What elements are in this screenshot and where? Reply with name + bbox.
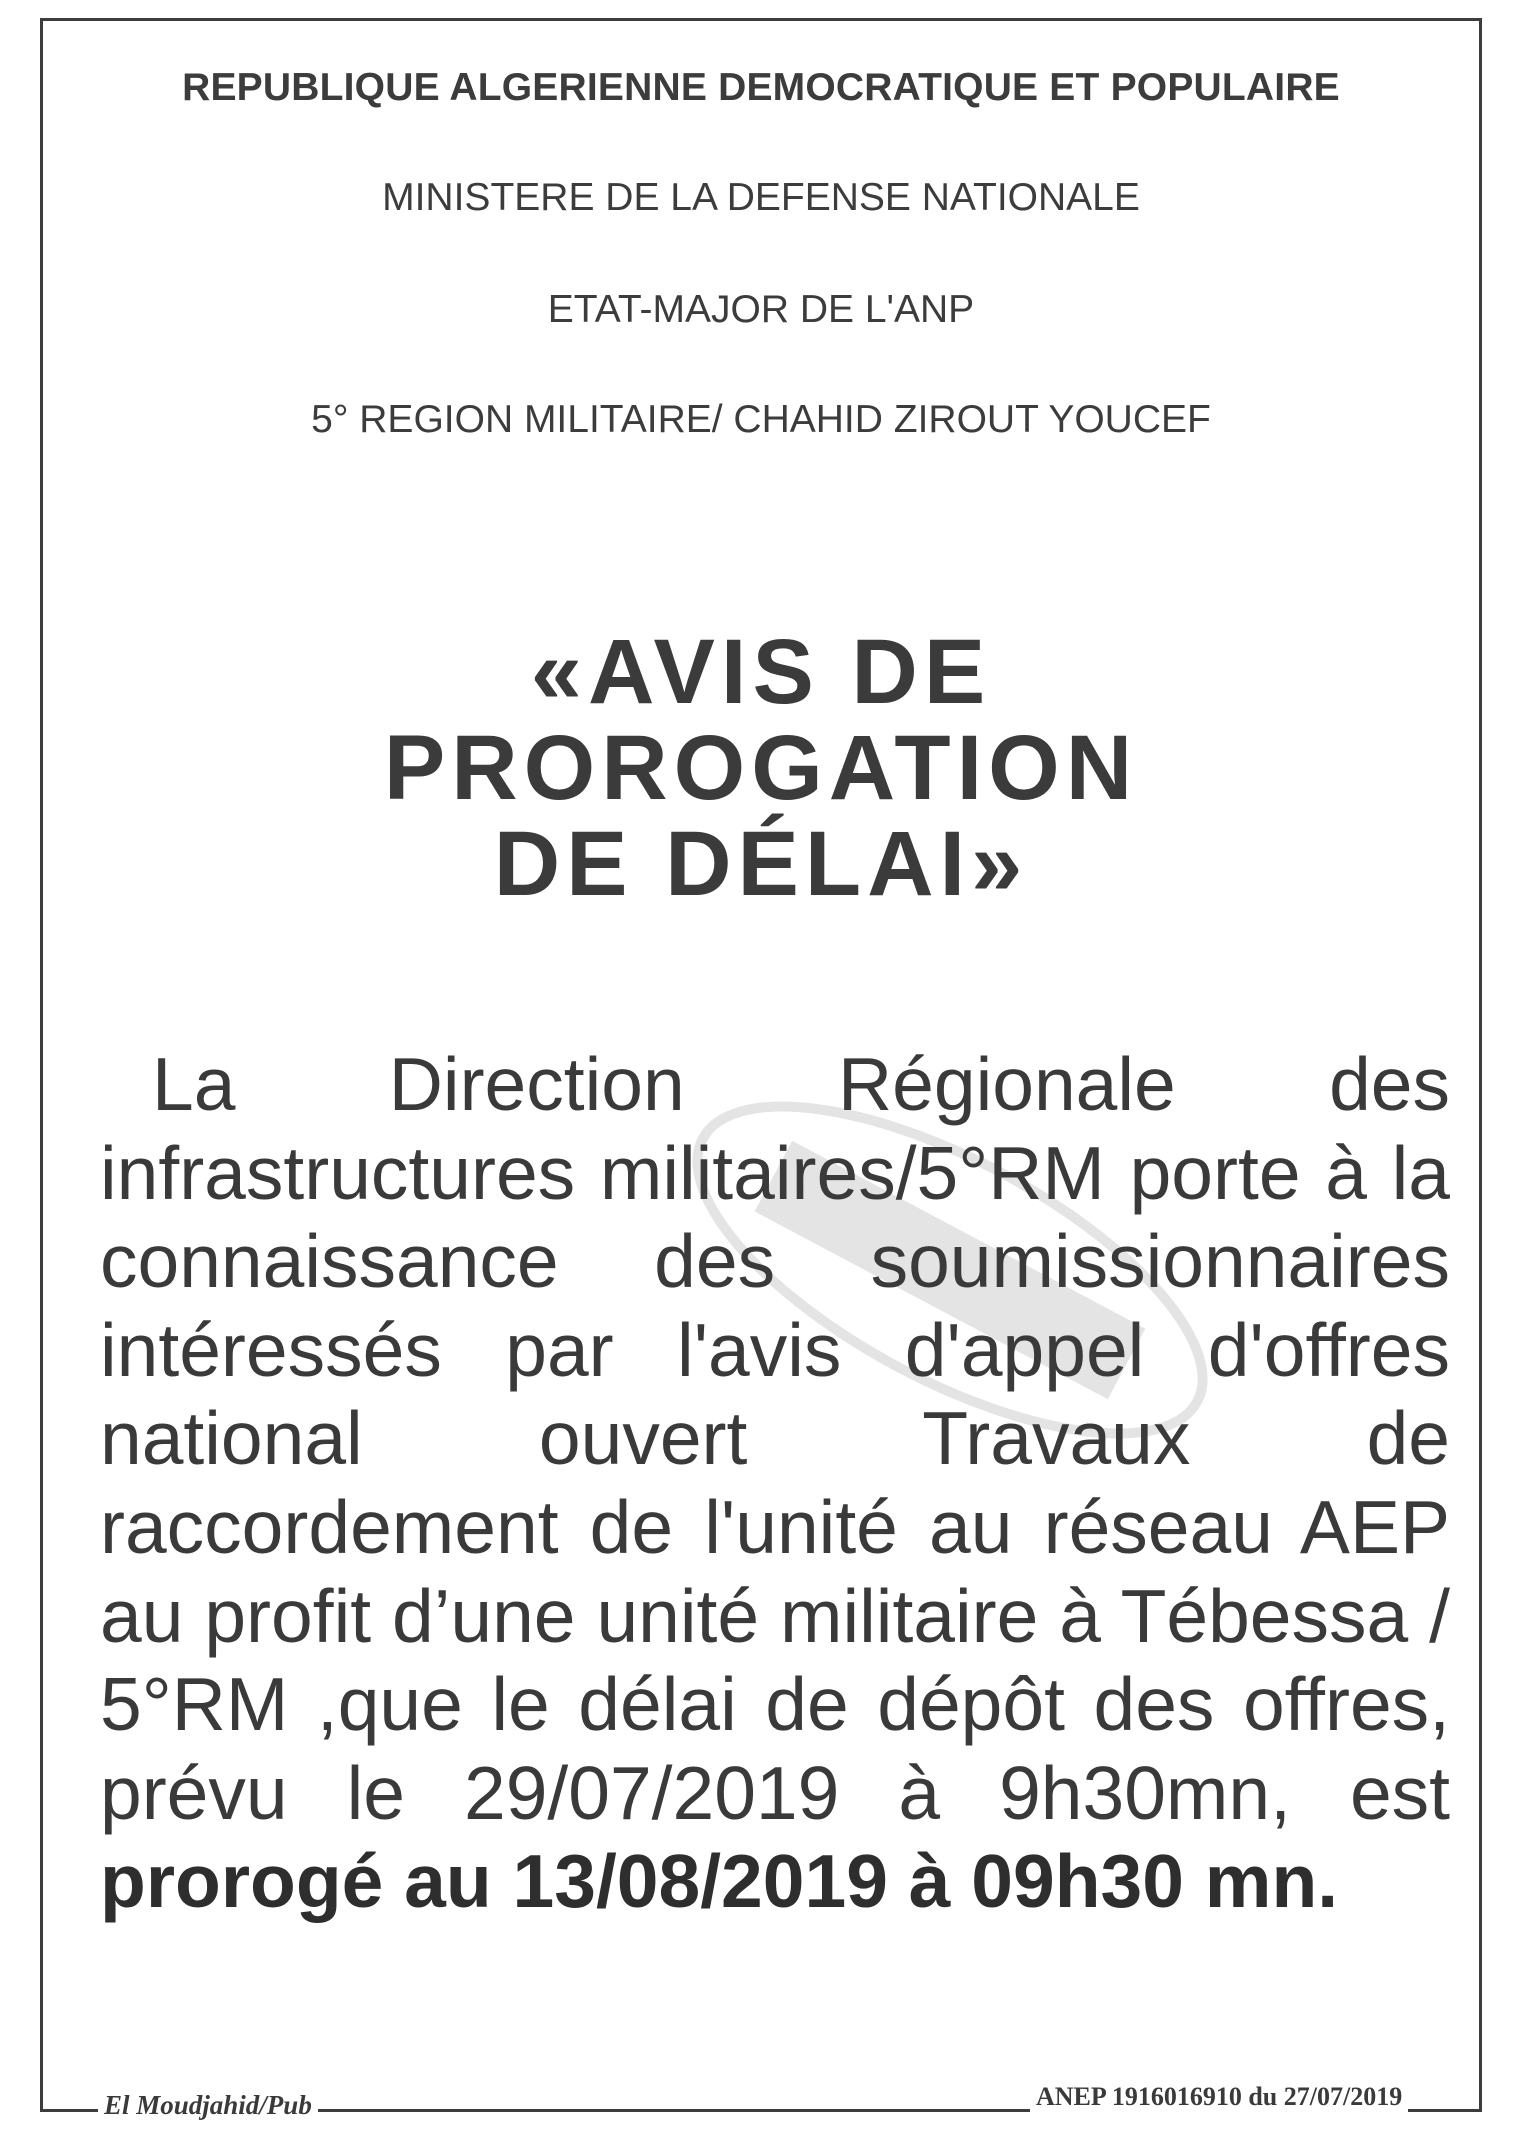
header-republic: REPUBLIQUE ALGERIENNE DEMOCRATIQUE ET POPULAIRE — [182, 66, 1340, 109]
footer-publisher: El Moudjahid/Pub — [98, 2090, 318, 2121]
notice-body-text: La Direction Régionale des infrastructures militaires/5°RM porte à la connaissance des soumissionnaires intéressés par l'avis d'appel d'offres national ouvert Travaux de raccordement de l'unité au réseau AEP au profit d’une unité militaire à Tébessa / 5°RM ,que le délai de dépôt des offres, prévu le 29/07/2019 à 9h30mn, est — [100, 1042, 1450, 1835]
title-line-3: DE DÉLAI» — [493, 813, 1029, 915]
header-ministry: MINISTERE DE LA DEFENSE NATIONALE — [382, 176, 1140, 219]
header-region: 5° REGION MILITAIRE/ CHAHID ZIROUT YOUCEF — [311, 398, 1211, 441]
notice-body — [100, 1040, 1450, 1926]
header-etat-major: ETAT-MAJOR DE L'ANP — [547, 288, 975, 331]
footer-reference: ANEP 1916016910 du 27/07/2019 — [1030, 2082, 1408, 2112]
title-line-2: PROROGATION — [383, 717, 1139, 819]
title-line-1: «AVIS DE — [530, 621, 992, 723]
notice-deadline-emphasis: prorogé au 13/08/2019 à 09h30 mn. — [100, 1839, 1339, 1924]
